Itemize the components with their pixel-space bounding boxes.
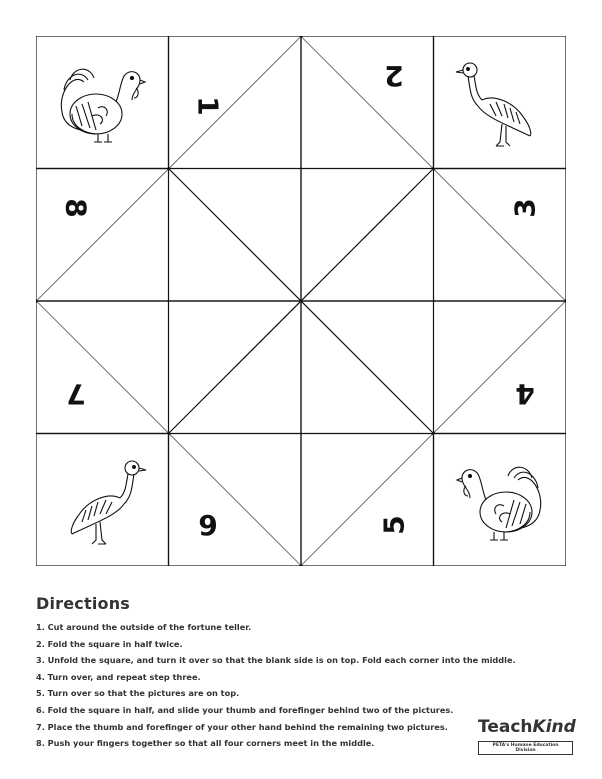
number-7: 7 (66, 377, 86, 411)
fortune-teller (36, 36, 566, 566)
number-1: 1 (191, 96, 225, 116)
logo-part-teach: Teach (478, 717, 533, 737)
number-2: 2 (384, 59, 404, 93)
teachkind-logo (478, 717, 576, 755)
fortune-teller-grid (36, 36, 566, 566)
logo-part-kind: Kind (532, 717, 576, 737)
number-3: 3 (508, 198, 542, 218)
number-8: 8 (59, 198, 93, 218)
directions-title: Directions (36, 594, 131, 613)
direction-step: 7. Place the thumb and forefinger of your other hand behind the remaining two pictures. (36, 721, 448, 732)
direction-step: 6. Fold the square in half, and slide your thumb and forefinger behind two of the pictures. (36, 704, 454, 715)
number-5: 5 (377, 515, 411, 535)
logo-tagline: PETA's Humane Education Division (478, 741, 573, 755)
direction-step: 4. Turn over, and repeat step three. (36, 671, 201, 682)
direction-step: 1. Cut around the outside of the fortune teller. (36, 622, 252, 632)
direction-step: 2. Fold the square in half twice. (36, 638, 183, 649)
direction-step: 5. Turn over so that the pictures are on top. (36, 688, 240, 699)
number-4: 4 (515, 377, 535, 411)
direction-step: 8. Push your fingers together so that all four corners meet in the middle. (36, 738, 375, 749)
direction-step: 3. Unfold the square, and turn it over so that the blank side is on top. Fold each corner into the middle. (36, 655, 516, 666)
logo-wordmark (478, 717, 576, 737)
number-6: 6 (198, 508, 218, 542)
